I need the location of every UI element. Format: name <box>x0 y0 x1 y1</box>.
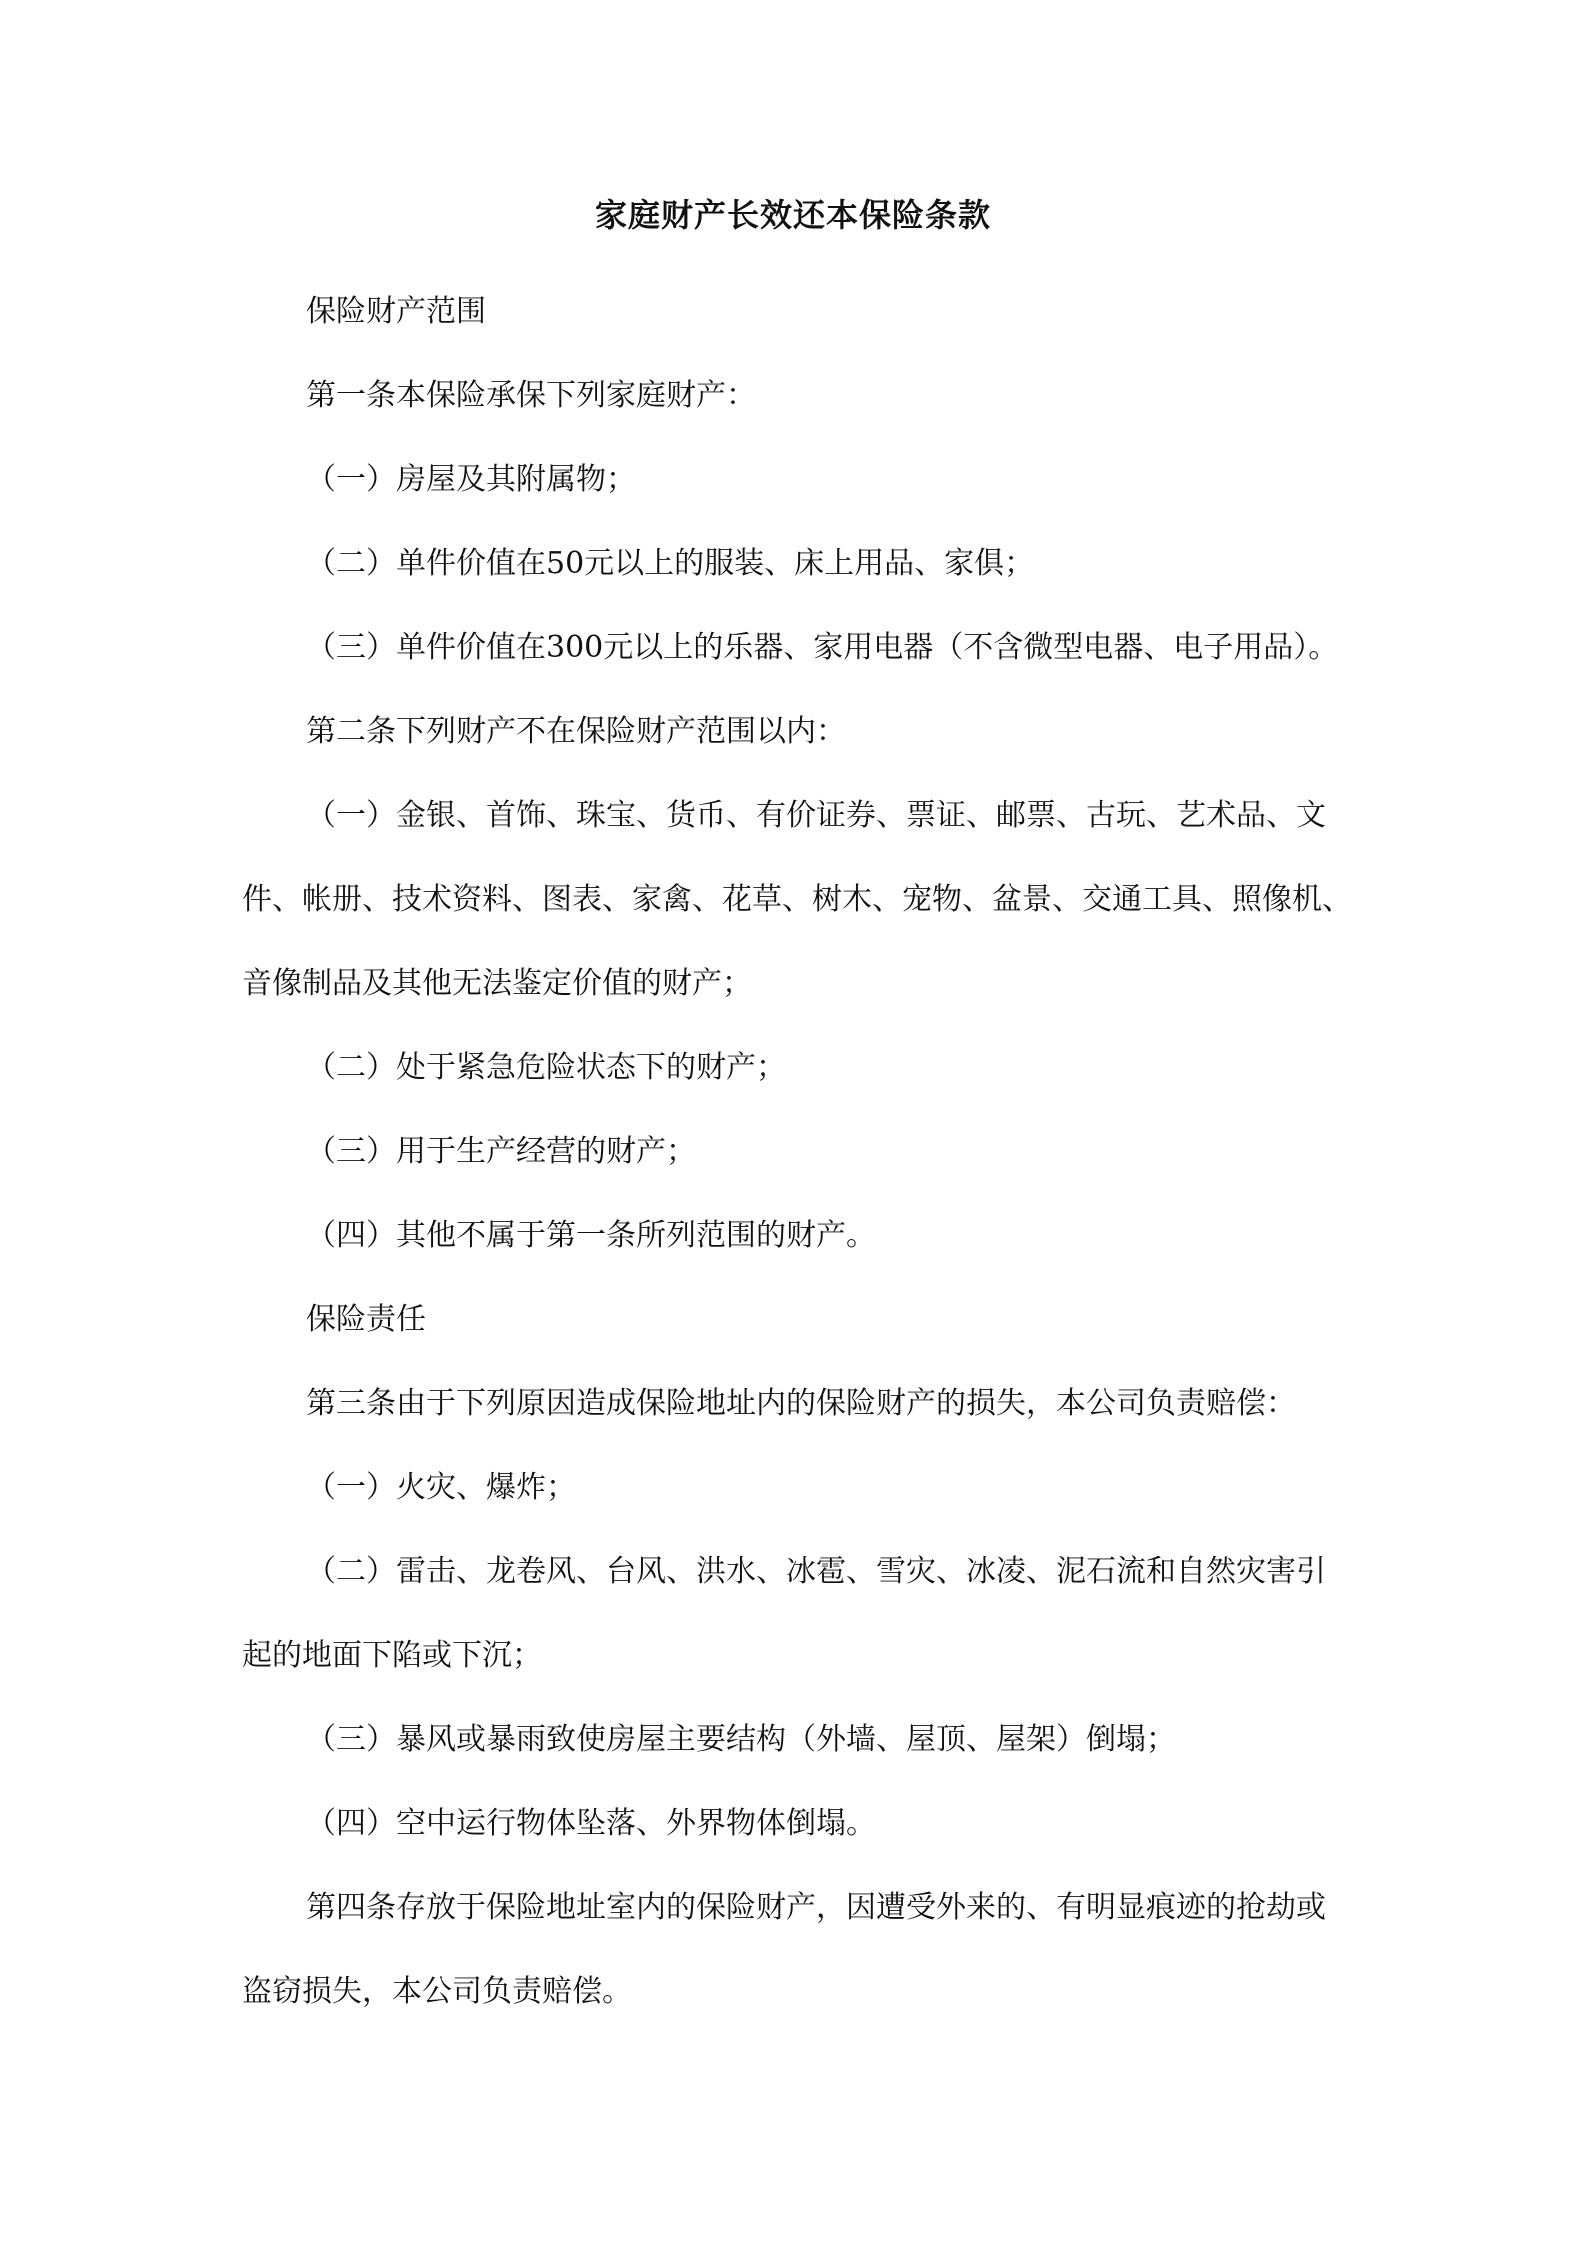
document-body <box>242 270 1362 2034</box>
article-3-item-2: （二）雷击、龙卷风、台风、洪水、冰雹、雪灾、冰凌、泥石流和自然灾害引起的地面下陷或下沉； <box>242 1554 1326 1673</box>
article-3-item-4: （四）空中运行物体坠落、外界物体倒塌。 <box>306 1806 876 1841</box>
article-2-item-1: （一）金银、首饰、珠宝、货币、有价证券、票证、邮票、古玩、艺术品、文件、帐册、技术资料、图表、家禽、花草、树木、宠物、盆景、交通工具、照像机、音像制品及其他无法鉴定价值的财产； <box>242 798 1352 1001</box>
article-2-item-2: （二）处于紧急危险状态下的财产； <box>306 1050 786 1085</box>
article-1: 第一条本保险承保下列家庭财产： <box>306 378 756 413</box>
section-heading-liability: 保险责任 <box>306 1302 426 1337</box>
article-1-item-2: （二）单件价值在50元以上的服装、床上用品、家俱； <box>306 546 1035 581</box>
article-1-item-3: （三）单件价值在300元以上的乐器、家用电器（不含微型电器、电子用品）。 <box>306 630 1339 665</box>
article-2: 第二条下列财产不在保险财产范围以内： <box>306 714 846 749</box>
article-1-item-1: （一）房屋及其附属物； <box>306 462 636 497</box>
article-4: 第四条存放于保险地址室内的保险财产，因遭受外来的、有明显痕迹的抢劫或盗窃损失，本公司负责赔偿。 <box>242 1890 1326 2009</box>
article-3: 第三条由于下列原因造成保险地址内的保险财产的损失，本公司负责赔偿： <box>306 1386 1296 1421</box>
article-2-item-3: （三）用于生产经营的财产； <box>306 1134 696 1169</box>
document-title: 家庭财产长效还本保险条款 <box>594 196 991 234</box>
section-heading-insured-property: 保险财产范围 <box>306 294 486 329</box>
article-3-item-1: （一）火灾、爆炸； <box>306 1470 576 1505</box>
article-3-item-3: （三）暴风或暴雨致使房屋主要结构（外墙、屋顶、屋架）倒塌； <box>306 1722 1176 1757</box>
article-2-item-4: （四）其他不属于第一条所列范围的财产。 <box>306 1218 876 1253</box>
